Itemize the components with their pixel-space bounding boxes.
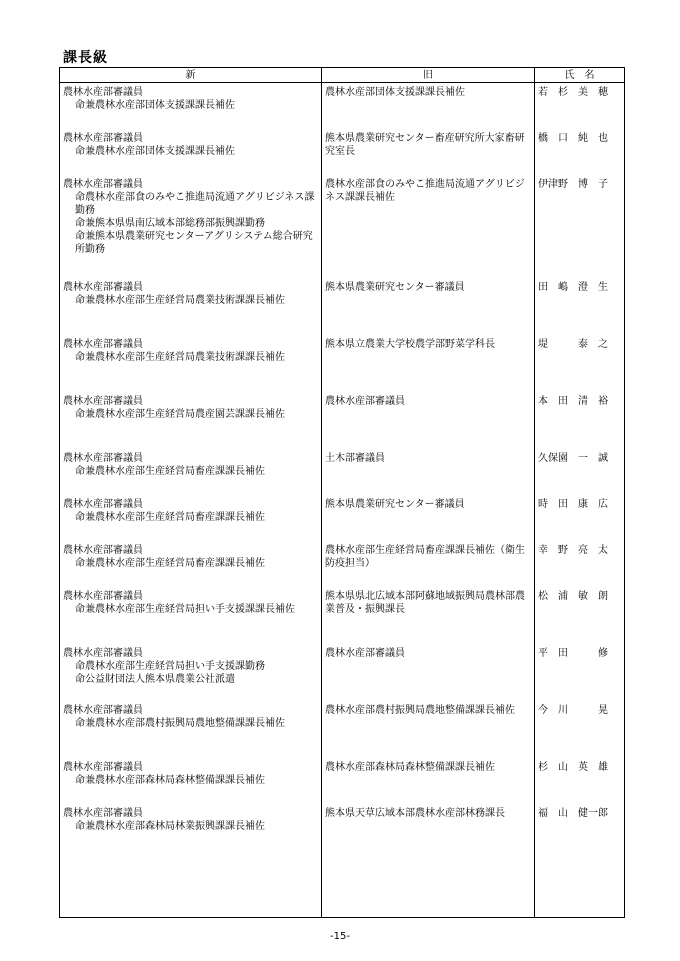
table-filler-row	[60, 888, 625, 918]
person-name-cell	[535, 335, 625, 392]
column-header-new: 新	[60, 68, 322, 83]
old-position-text: 農林水産部審議員	[325, 395, 405, 407]
table-row	[60, 278, 625, 335]
new-position-assignment: 命兼農林水産部生産経営局畜産課課長補佐	[75, 511, 265, 523]
person-name-cell	[535, 129, 625, 175]
new-position-cell	[60, 392, 322, 449]
empty-cell	[60, 888, 322, 918]
old-position-text: 農林水産部団体支援課課長補佐	[325, 87, 465, 98]
table-row	[60, 175, 625, 278]
person-name: 平 田 修	[538, 647, 608, 659]
new-position-assignment: 命農林水産部生産経営局担い手支援課勤務	[75, 660, 265, 672]
new-position-assignment: 命兼農林水産部森林局森林整備課課長補佐	[75, 774, 265, 786]
person-name-cell	[535, 83, 625, 129]
person-name: 伊津野 博 子	[538, 178, 608, 190]
person-name-cell	[535, 644, 625, 701]
new-position-assignment: 命兼農林水産部森林局林業振興課課長補佐	[75, 820, 265, 832]
new-position-title: 農林水産部審議員	[63, 544, 143, 556]
new-position-cell	[60, 701, 322, 758]
new-position-title: 農林水産部審議員	[63, 647, 143, 659]
person-name-cell	[535, 541, 625, 587]
new-position-assignment: 命兼熊本県県南広域本部総務部振興課勤務	[75, 217, 265, 229]
old-position-cell	[322, 335, 535, 392]
table-row	[60, 701, 625, 758]
old-position-cell	[322, 449, 535, 495]
new-position-cell	[60, 83, 322, 129]
person-name-cell	[535, 758, 625, 804]
table-row	[60, 83, 625, 129]
new-position-cell	[60, 449, 322, 495]
person-name-cell	[535, 392, 625, 449]
person-name-cell	[535, 701, 625, 758]
new-position-assignment: 命兼農林水産部生産経営局担い手支援課課長補佐	[75, 603, 295, 615]
new-position-assignment: 命兼農林水産部農村振興局農地整備課課長補佐	[75, 717, 285, 729]
old-position-cell	[322, 129, 535, 175]
new-position-assignment: 命兼農林水産部生産経営局農業技術課課長補佐	[75, 351, 285, 363]
table-row	[60, 587, 625, 644]
new-position-title: 農林水産部審議員	[63, 132, 143, 144]
empty-cell	[535, 888, 625, 918]
new-position-cell	[60, 495, 322, 541]
new-position-assignment: 命公益財団法人熊本県農業公社派遣	[75, 673, 235, 685]
new-position-assignment: 命兼農林水産部生産経営局農産園芸課課長補佐	[75, 408, 285, 420]
new-position-assignment: 命兼熊本県農業研究センターアグリシステム総合研究所勤務	[75, 230, 313, 255]
table-row	[60, 541, 625, 587]
old-position-cell	[322, 758, 535, 804]
new-position-title: 農林水産部審議員	[63, 498, 143, 510]
person-name: 杉 山 英 雄	[538, 761, 608, 773]
empty-cell	[322, 888, 535, 918]
person-name: 田 嶋 澄 生	[538, 281, 608, 293]
old-position-text: 熊本県県北広域本部阿蘇地域振興局農林部農業普及・振興課長	[325, 590, 525, 615]
person-name-cell	[535, 175, 625, 278]
old-position-cell	[322, 701, 535, 758]
new-position-title: 農林水産部審議員	[63, 590, 143, 602]
old-position-text: 農林水産部食のみやこ推進局流通アグリビジネス課課長補佐	[325, 178, 525, 203]
new-position-cell	[60, 129, 322, 175]
table-row	[60, 495, 625, 541]
old-position-text: 熊本県農業研究センター審議員	[325, 498, 465, 510]
new-position-assignment: 命兼農林水産部生産経営局畜産課課長補佐	[75, 557, 265, 569]
old-position-cell	[322, 392, 535, 449]
person-name: 今 川 晃	[538, 704, 608, 716]
old-position-cell	[322, 804, 535, 888]
person-name-cell	[535, 804, 625, 888]
new-position-title: 農林水産部審議員	[63, 395, 143, 407]
person-name: 幸 野 亮 太	[538, 544, 608, 556]
table-row	[60, 392, 625, 449]
old-position-text: 農林水産部生産経営局畜産課課長補佐（衛生防疫担当）	[325, 544, 525, 569]
new-position-assignment: 命兼農林水産部団体支援課課長補佐	[75, 100, 235, 111]
new-position-assignment: 命兼農林水産部生産経営局農業技術課課長補佐	[75, 294, 285, 306]
person-name: 久保園 一 誠	[538, 452, 608, 464]
old-position-cell	[322, 278, 535, 335]
new-position-title: 農林水産部審議員	[63, 281, 143, 293]
new-position-cell	[60, 278, 322, 335]
old-position-cell	[322, 541, 535, 587]
person-name: 堤 泰 之	[538, 338, 608, 350]
table-body	[60, 83, 625, 918]
table-row	[60, 804, 625, 888]
old-position-cell	[322, 175, 535, 278]
person-name-cell	[535, 587, 625, 644]
old-position-text: 熊本県農業研究センター畜産研究所大家畜研究室長	[325, 132, 525, 157]
old-position-cell	[322, 83, 535, 129]
new-position-title: 農林水産部審議員	[63, 704, 143, 716]
new-position-assignment: 命兼農林水産部生産経営局畜産課課長補佐	[75, 465, 265, 477]
person-name-cell	[535, 449, 625, 495]
new-position-cell	[60, 804, 322, 888]
table-row	[60, 644, 625, 701]
old-position-cell	[322, 587, 535, 644]
old-position-text: 農林水産部審議員	[325, 647, 405, 659]
old-position-cell	[322, 495, 535, 541]
person-name-cell	[535, 495, 625, 541]
table-row	[60, 449, 625, 495]
personnel-table	[59, 67, 625, 918]
person-name: 橋 口 純 也	[538, 132, 608, 144]
old-position-text: 熊本県立農業大学校農学部野菜学科長	[325, 338, 495, 350]
new-position-cell	[60, 587, 322, 644]
new-position-cell	[60, 335, 322, 392]
new-position-assignment: 命農林水産部食のみやこ推進局流通アグリビジネス課勤務	[75, 191, 315, 216]
person-name: 本 田 清 裕	[538, 395, 608, 407]
new-position-cell	[60, 758, 322, 804]
new-position-cell	[60, 175, 322, 278]
person-name: 若 杉 美 穂	[538, 87, 608, 98]
old-position-cell	[322, 644, 535, 701]
page-title: 課長級	[63, 50, 108, 66]
table-row	[60, 335, 625, 392]
new-position-title: 農林水産部審議員	[63, 452, 143, 464]
table-header-row	[60, 68, 625, 83]
new-position-assignment: 命兼農林水産部団体支援課課長補佐	[75, 145, 235, 157]
person-name: 松 浦 敏 朗	[538, 590, 608, 602]
page-number: -15-	[330, 931, 350, 942]
person-name: 福 山 健一郎	[538, 807, 608, 819]
new-position-title: 農林水産部審議員	[63, 87, 143, 98]
old-position-text: 農林水産部農村振興局農地整備課課長補佐	[325, 704, 515, 716]
new-position-title: 農林水産部審議員	[63, 761, 143, 773]
old-position-text: 土木部審議員	[325, 452, 385, 464]
new-position-cell	[60, 541, 322, 587]
person-name-cell	[535, 278, 625, 335]
old-position-text: 熊本県天草広域本部農林水産部林務課長	[325, 807, 505, 819]
old-position-text: 熊本県農業研究センター審議員	[325, 281, 465, 293]
table-row	[60, 758, 625, 804]
table-row	[60, 129, 625, 175]
new-position-title: 農林水産部審議員	[63, 807, 143, 819]
old-position-text: 農林水産部森林局森林整備課課長補佐	[325, 761, 495, 773]
person-name: 時 田 康 広	[538, 498, 608, 510]
new-position-cell	[60, 644, 322, 701]
new-position-title: 農林水産部審議員	[63, 178, 143, 190]
column-header-old: 旧	[322, 68, 535, 83]
new-position-title: 農林水産部審議員	[63, 338, 143, 350]
column-header-name: 氏 名	[535, 68, 625, 83]
